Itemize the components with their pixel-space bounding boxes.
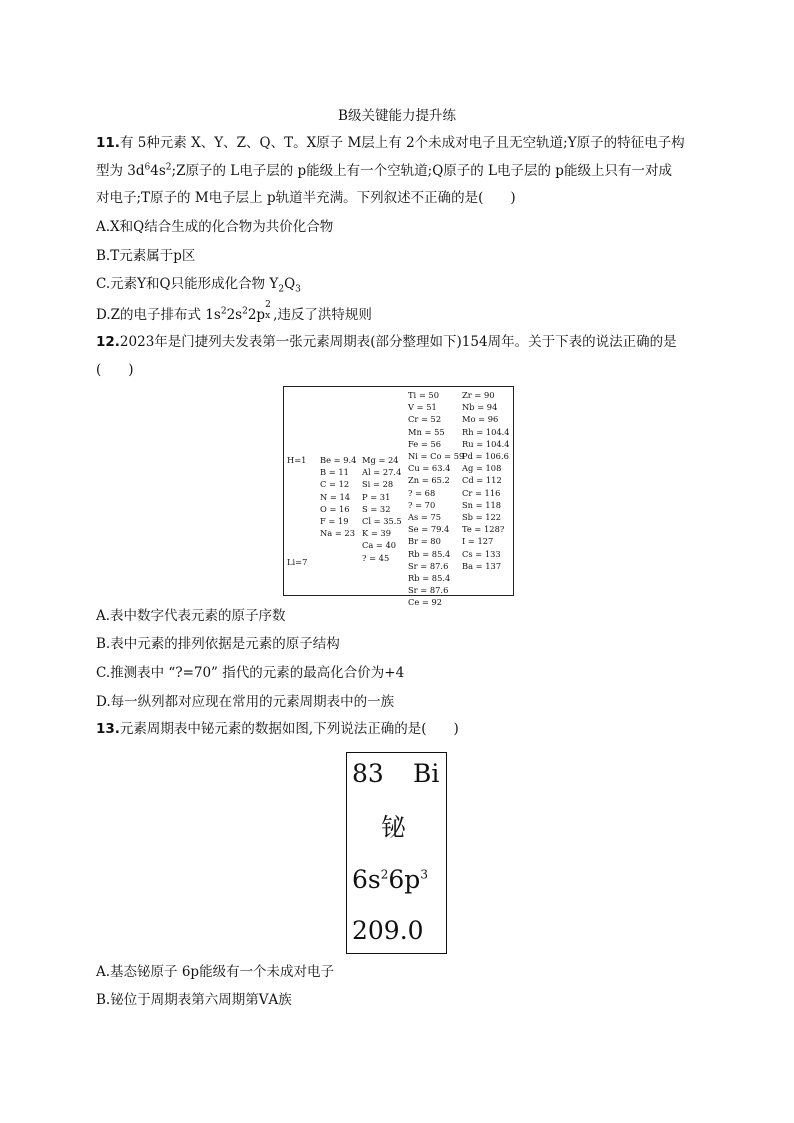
table-cell: V = 51 (408, 402, 437, 413)
table-cell: Cl = 35.5 (362, 516, 402, 527)
table-col-1-bottom (287, 556, 307, 568)
mendeleev-table (283, 386, 514, 608)
table-cell: Be = 9.4 (320, 455, 357, 465)
q12-option-d: D.每一纵列都对应现在常用的元素周期表中的一族 (96, 694, 395, 710)
q11-option-d-2p: 2p (247, 307, 266, 323)
bi-config-6s: 6s (352, 865, 381, 894)
table-cell: Sr = 87.6 (408, 560, 449, 571)
table-col-1 (287, 454, 306, 466)
q11-option-c-text: C.元素Y和Q只能形成化合物 Y (96, 276, 279, 292)
table-cell: Na = 23 (320, 528, 355, 539)
table-col-3 (362, 454, 402, 564)
table-cell: Nb = 94 (462, 402, 498, 413)
q11-option-d-sup3: 2 (265, 300, 271, 310)
q11-option-d-subx: x (265, 311, 271, 321)
bi-config-6p: 6p (388, 865, 421, 894)
table-cell: B = 11 (320, 467, 349, 478)
q12-line-1 (96, 336, 677, 350)
table-cell: As = 75 (408, 512, 442, 523)
table-cell: K = 39 (362, 528, 391, 539)
q11-line-1 (96, 137, 685, 151)
table-cell: Cr = 116 (462, 487, 501, 498)
q12-stem-1: 2023年是门捷列夫发表第一张元素周期表(部分整理如下)154周年。关于下表的说法正确的是 (119, 334, 677, 350)
table-cell: S = 32 (362, 503, 391, 514)
q11-option-d-2s: 2s (226, 307, 243, 323)
q11-option-c-q: Q (284, 276, 296, 292)
q11-option-c-sub2: 3 (295, 284, 301, 295)
table-cell: Li=7 (287, 557, 308, 567)
table-cell: C = 12 (320, 479, 350, 490)
table-cell: Rb = 85.4 (408, 548, 451, 559)
table-cell: F = 19 (320, 516, 349, 527)
table-cell: Ti = 50 (408, 390, 439, 400)
bi-config-sup2: 3 (420, 867, 428, 882)
q11-stem-1: 有 5种元素 X、Y、Z、Q、T。X原子 M层上有 2个未成对电子且无空轨道;Y原子的特征电子构 (119, 135, 685, 151)
q11-option-d-sup1: 2 (220, 306, 227, 317)
q12-stem-2: ( ) (96, 362, 134, 378)
table-cell: Si = 28 (362, 479, 394, 490)
table-cell: Sn = 118 (462, 499, 502, 510)
q11-sup-1: 6 (144, 162, 151, 173)
q11-line-2 (96, 162, 672, 179)
table-cell: Cd = 112 (462, 475, 502, 486)
table-cell: Mn = 55 (408, 426, 445, 437)
table-cell: Mg = 24 (362, 455, 399, 465)
table-col-5 (462, 389, 510, 572)
q11-stem-2b: 4s (150, 163, 166, 179)
q11-stem-2a: 型为 3d (96, 163, 145, 179)
q13-stem-1: 元素周期表中铋元素的数据如图,下列说法正确的是( ) (119, 721, 459, 737)
table-cell: Sr = 87.6 (408, 585, 449, 596)
q11-stem-3: 对电子;T原子的 M电子层上 p轨道半充满。下列叙述不正确的是( ) (96, 190, 516, 206)
section-title: B级关键能力提升练 (338, 108, 456, 124)
table-cell: Al = 27.4 (362, 467, 402, 478)
q13-option-a: A.基态铋原子 6p能级有一个未成对电子 (96, 964, 335, 980)
q11-sup-2: 2 (165, 162, 172, 173)
table-cell: Ca = 40 (362, 540, 397, 551)
q11-option-b: B.T元素属于p区 (96, 248, 196, 264)
bi-atomic-number: 83 (352, 759, 384, 788)
q13-number: 13. (96, 721, 120, 737)
q12-number: 12. (96, 334, 120, 350)
q11-option-a: A.X和Q结合生成的化合物为共价化合物 (96, 219, 334, 235)
table-cell: P = 31 (362, 491, 391, 502)
bi-name: 铋 (381, 813, 407, 842)
table-cell: Pd = 106.6 (462, 451, 509, 462)
bi-config-sup1: 2 (380, 867, 389, 882)
q11-option-d (96, 300, 372, 323)
q11-option-d-tail: ,违反了洪特规则 (273, 307, 372, 323)
q12-option-c: C.推测表中 “?=70” 指代的元素的最高化合价为+4 (96, 665, 405, 681)
table-cell: Cr = 52 (408, 414, 442, 425)
q11-stem-2c: ;Z原子的 L电子层的 p能级上有一个空轨道;Q原子的 L电子层的 p能级上只有一对成 (171, 163, 672, 179)
table-cell: Ru = 104.4 (462, 438, 510, 449)
table-cell: N = 14 (320, 491, 351, 502)
bismuth-element-card (346, 752, 447, 954)
table-cell: Te = 128? (462, 524, 505, 535)
table-cell: ? = 68 (408, 487, 436, 498)
table-cell: Ba = 137 (462, 560, 502, 571)
table-cell: ? = 45 (362, 552, 390, 563)
q11-option-c-sub1: 2 (278, 284, 285, 295)
q12-option-b: B.表中元素的排列依据是元素的原子结构 (96, 636, 340, 652)
table-cell: Se = 79.4 (408, 524, 450, 535)
table-cell: Sb = 122 (462, 512, 502, 523)
bi-electron-config (352, 865, 428, 894)
table-cell: Ni = Co = 59 (408, 451, 465, 462)
table-cell: Rb = 85.4 (408, 573, 451, 584)
table-cell: Cs = 133 (462, 548, 501, 559)
q11-number: 11. (96, 135, 120, 151)
table-cell: Ce = 92 (408, 597, 443, 608)
table-cell: Ag = 108 (462, 463, 502, 474)
table-cell: Cu = 63.4 (408, 463, 451, 474)
q11-option-c (96, 276, 301, 295)
table-cell: Mo = 96 (462, 414, 499, 425)
q13-option-b: B.铋位于周期表第六周期第ⅤA族 (96, 992, 292, 1008)
bi-atomic-mass: 209.0 (352, 916, 424, 945)
table-cell: Fe = 56 (408, 438, 441, 449)
q12-option-a: A.表中数字代表元素的原子序数 (96, 608, 286, 624)
table-cell: H=1 (287, 455, 307, 465)
bi-symbol: Bi (413, 759, 440, 788)
table-cell: Br = 80 (408, 536, 441, 547)
q11-option-d-text: D.Z的电子排布式 1s (96, 307, 221, 323)
table-cell: Rh = 104.4 (462, 426, 510, 437)
table-cell: Zn = 65.2 (408, 475, 450, 486)
q13-line-1 (96, 723, 459, 737)
q11-option-d-sup2: 2 (242, 306, 248, 317)
table-col-2 (320, 454, 356, 539)
table-cell: ? = 70 (408, 499, 436, 510)
q11-option-d-script (265, 300, 273, 321)
table-col-4 (408, 389, 464, 609)
table-cell: O = 16 (320, 503, 350, 514)
table-cell: I = 127 (462, 536, 494, 547)
table-cell: Zr = 90 (462, 390, 495, 400)
